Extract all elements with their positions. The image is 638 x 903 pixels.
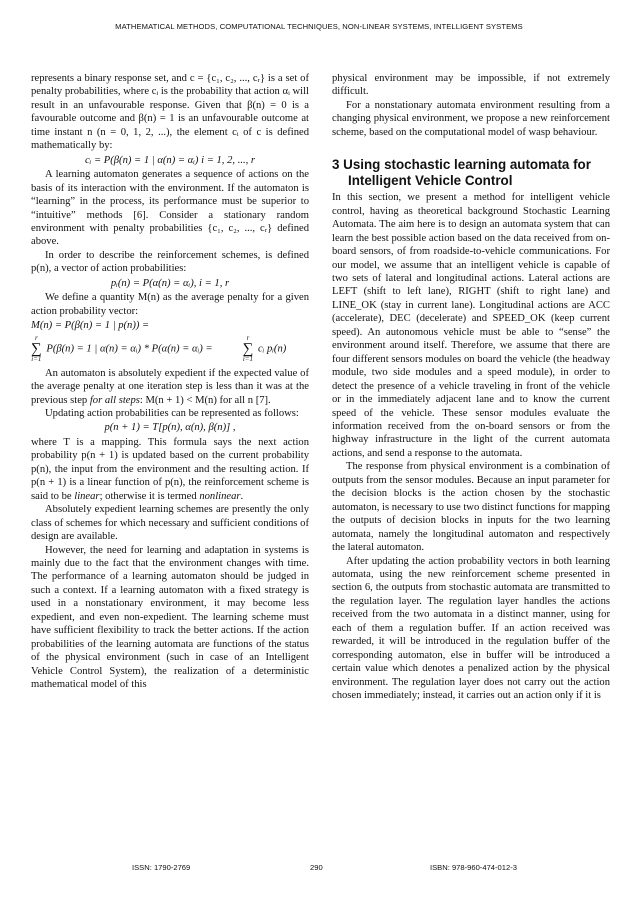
equation: M(n) = P(β(n) = 1 | p(n)) = — [31, 320, 150, 332]
paragraph: Updating action probabilities can be represented as follows: — [45, 407, 299, 419]
footer-issn: ISSN: 1790-2769 — [132, 863, 191, 872]
left-column — [31, 72, 309, 691]
paragraph: physical environment may be impossible, if not extremely difficult. — [332, 73, 610, 98]
summation-equation: r ∑ i=1 P(β(n) = 1 | α(n) = αᵢ) * P(α(n) = αᵢ) = r ∑ i=1 cᵢ pᵢ(n) — [31, 333, 287, 363]
running-header: MATHEMATICAL METHODS, COMPUTATIONAL TECHNIQUES, NON-LINEAR SYSTEMS, INTELLIGENT SYSTEMS — [115, 22, 523, 31]
footer-isbn: ISBN: 978-960-474-012-3 — [430, 863, 517, 872]
sigma-symbol: r ∑ i=1 — [242, 333, 254, 363]
paragraph: A learning automaton generates a sequence of actions on the basis of its interaction with the environment. If the automaton is “learning” in the process, its performance must be superior to “intuitive” methods [6]. Consider a stationary random environment with penalty probabilities {c₁, c₂, ..., cᵣ} defined above. — [31, 169, 309, 248]
equation: p(n + 1) = T[p(n), α(n), β(n)] , — [104, 422, 236, 434]
section-heading: 3 Using stochastic learning automata for Intelligent Vehicle Control — [332, 157, 591, 189]
equation: pᵢ(n) = P(α(n) = αᵢ), i = 1, r — [110, 277, 230, 289]
paragraph: We define a quantity M(n) as the average penalty for a given action probability vector: — [31, 292, 309, 317]
paragraph: An automaton is absolutely expedient if the expected value of the average penalty at one iteration step is less than it was at the previous step for all steps: M(n + 1) < M(n) for all n [7]. — [31, 367, 309, 406]
paragraph: The response from physical environment is a combination of outputs from the sensor modules. Because an input parameter for the decision blocks is the action chosen by the stochastic automaton, is necessary to use two distinct functions for mapping the outputs of decision blocks in inputs for the two learning automata, namely the longitudinal automaton and respectively the lateral automaton. — [332, 461, 610, 554]
sigma-symbol: r ∑ i=1 — [31, 333, 42, 363]
equation: cᵢ = P(β(n) = 1 | α(n) = αᵢ) i = 1, 2, ..., r — [84, 154, 256, 166]
paragraph: represents a binary response set, and c = {c₁, c₂, ..., cᵣ} is a set of penalty probabilities, where cᵢ is the probability that action αᵢ will result in an unfavourable response. Given that β(n) = 0 is a favourable outcome and β(n) = 1 is an unfavourable outcome at time instant n (n = 0, 1, 2, ...), the element cᵢ of c is defined mathematically by: — [31, 73, 309, 152]
paragraph: In order to describe the reinforcement schemes, is defined p(n), a vector of action probabilities: — [31, 249, 309, 275]
paragraph: For a nonstationary automata environment resulting from a changing physical environment, we propose a new reinforcement scheme, based on the computational model of wasp behaviour. — [332, 99, 610, 138]
paragraph: Absolutely expedient learning schemes are presently the only class of schemes for which necessary and sufficient conditions of design are available. — [31, 504, 309, 543]
footer-page-number: 290 — [310, 863, 323, 872]
paragraph: In this section, we present a method for intelligent vehicle control, having as theoretical background Stochastic Learning Automata. The aim here is to design an automata system that can learn the best possible action based on the data received from on-board sensors, of from roadside-to-vehicle communications. For our model, we assume that an intelligent vehicle is capable of two sets of lateral and longitudinal actions. Lateral actions are LEFT (shift to left lane), RIGHT (shift to right lane) and LINE_OK (stay in current lane). Longitudinal actions are ACC (accelerate), DEC (decelerate) and SPEED_OK (keep current speed). An autonomous vehicle must be able to “sense” the environment around itself. Therefore, we assume that there are four different sensors modules on board the vehicle (the headway module, two side modules and a speed module), in order to detect the presence of a vehicle traveling in front of the vehicle or in the immediately adjacent lane and to know the current speed of the vehicle. These sensor modules evaluate the information received from the on-board sensors or from the highway infrastructure in the light of the current automata actions, and send a response to the automata. — [332, 192, 610, 459]
paragraph: where T is a mapping. This formula says the next action probability p(n + 1) is updated based on the current probability p(n), the input from the environment and the resulting action. If p(n + 1) is a linear function of p(n), the reinforcement scheme is said to be linear; otherwise it is termed nonlinear. — [31, 436, 309, 502]
paragraph: However, the need for learning and adaptation in systems is mainly due to the fact that the environment changes with time. The performance of a learning automaton should be judged in such a context. If a learning automaton with a fixed strategy is used in a nonstationary environment, it may become less expedient, and even non-expedient. The learning scheme must have sufficient flexibility to track the better actions. If the action probabilities of the learning automata are functions of the status of the physical environment (such in case of an Intelligent Vehicle Control System), the realization of a deterministic mathematical model of this — [31, 544, 309, 691]
paragraph: After updating the action probability vectors in both learning automata, using the new reinforcement scheme presented in section 6, the outputs from stochastic automata are transmitted to the regulation layer. The regulation layer handles the actions received from the two automata in a distinct manner, using for each of them a regulation buffer. If an action received was rewarded, it will be introduced in the regulation buffer of the corresponding automaton, else in buffer will be introduced a certain value which denotes a penalized action by the physical environment. The regulation layer does not carry out the action chosen immediately; instead, it carries out an action only if it is — [332, 555, 610, 702]
right-column — [332, 72, 610, 702]
